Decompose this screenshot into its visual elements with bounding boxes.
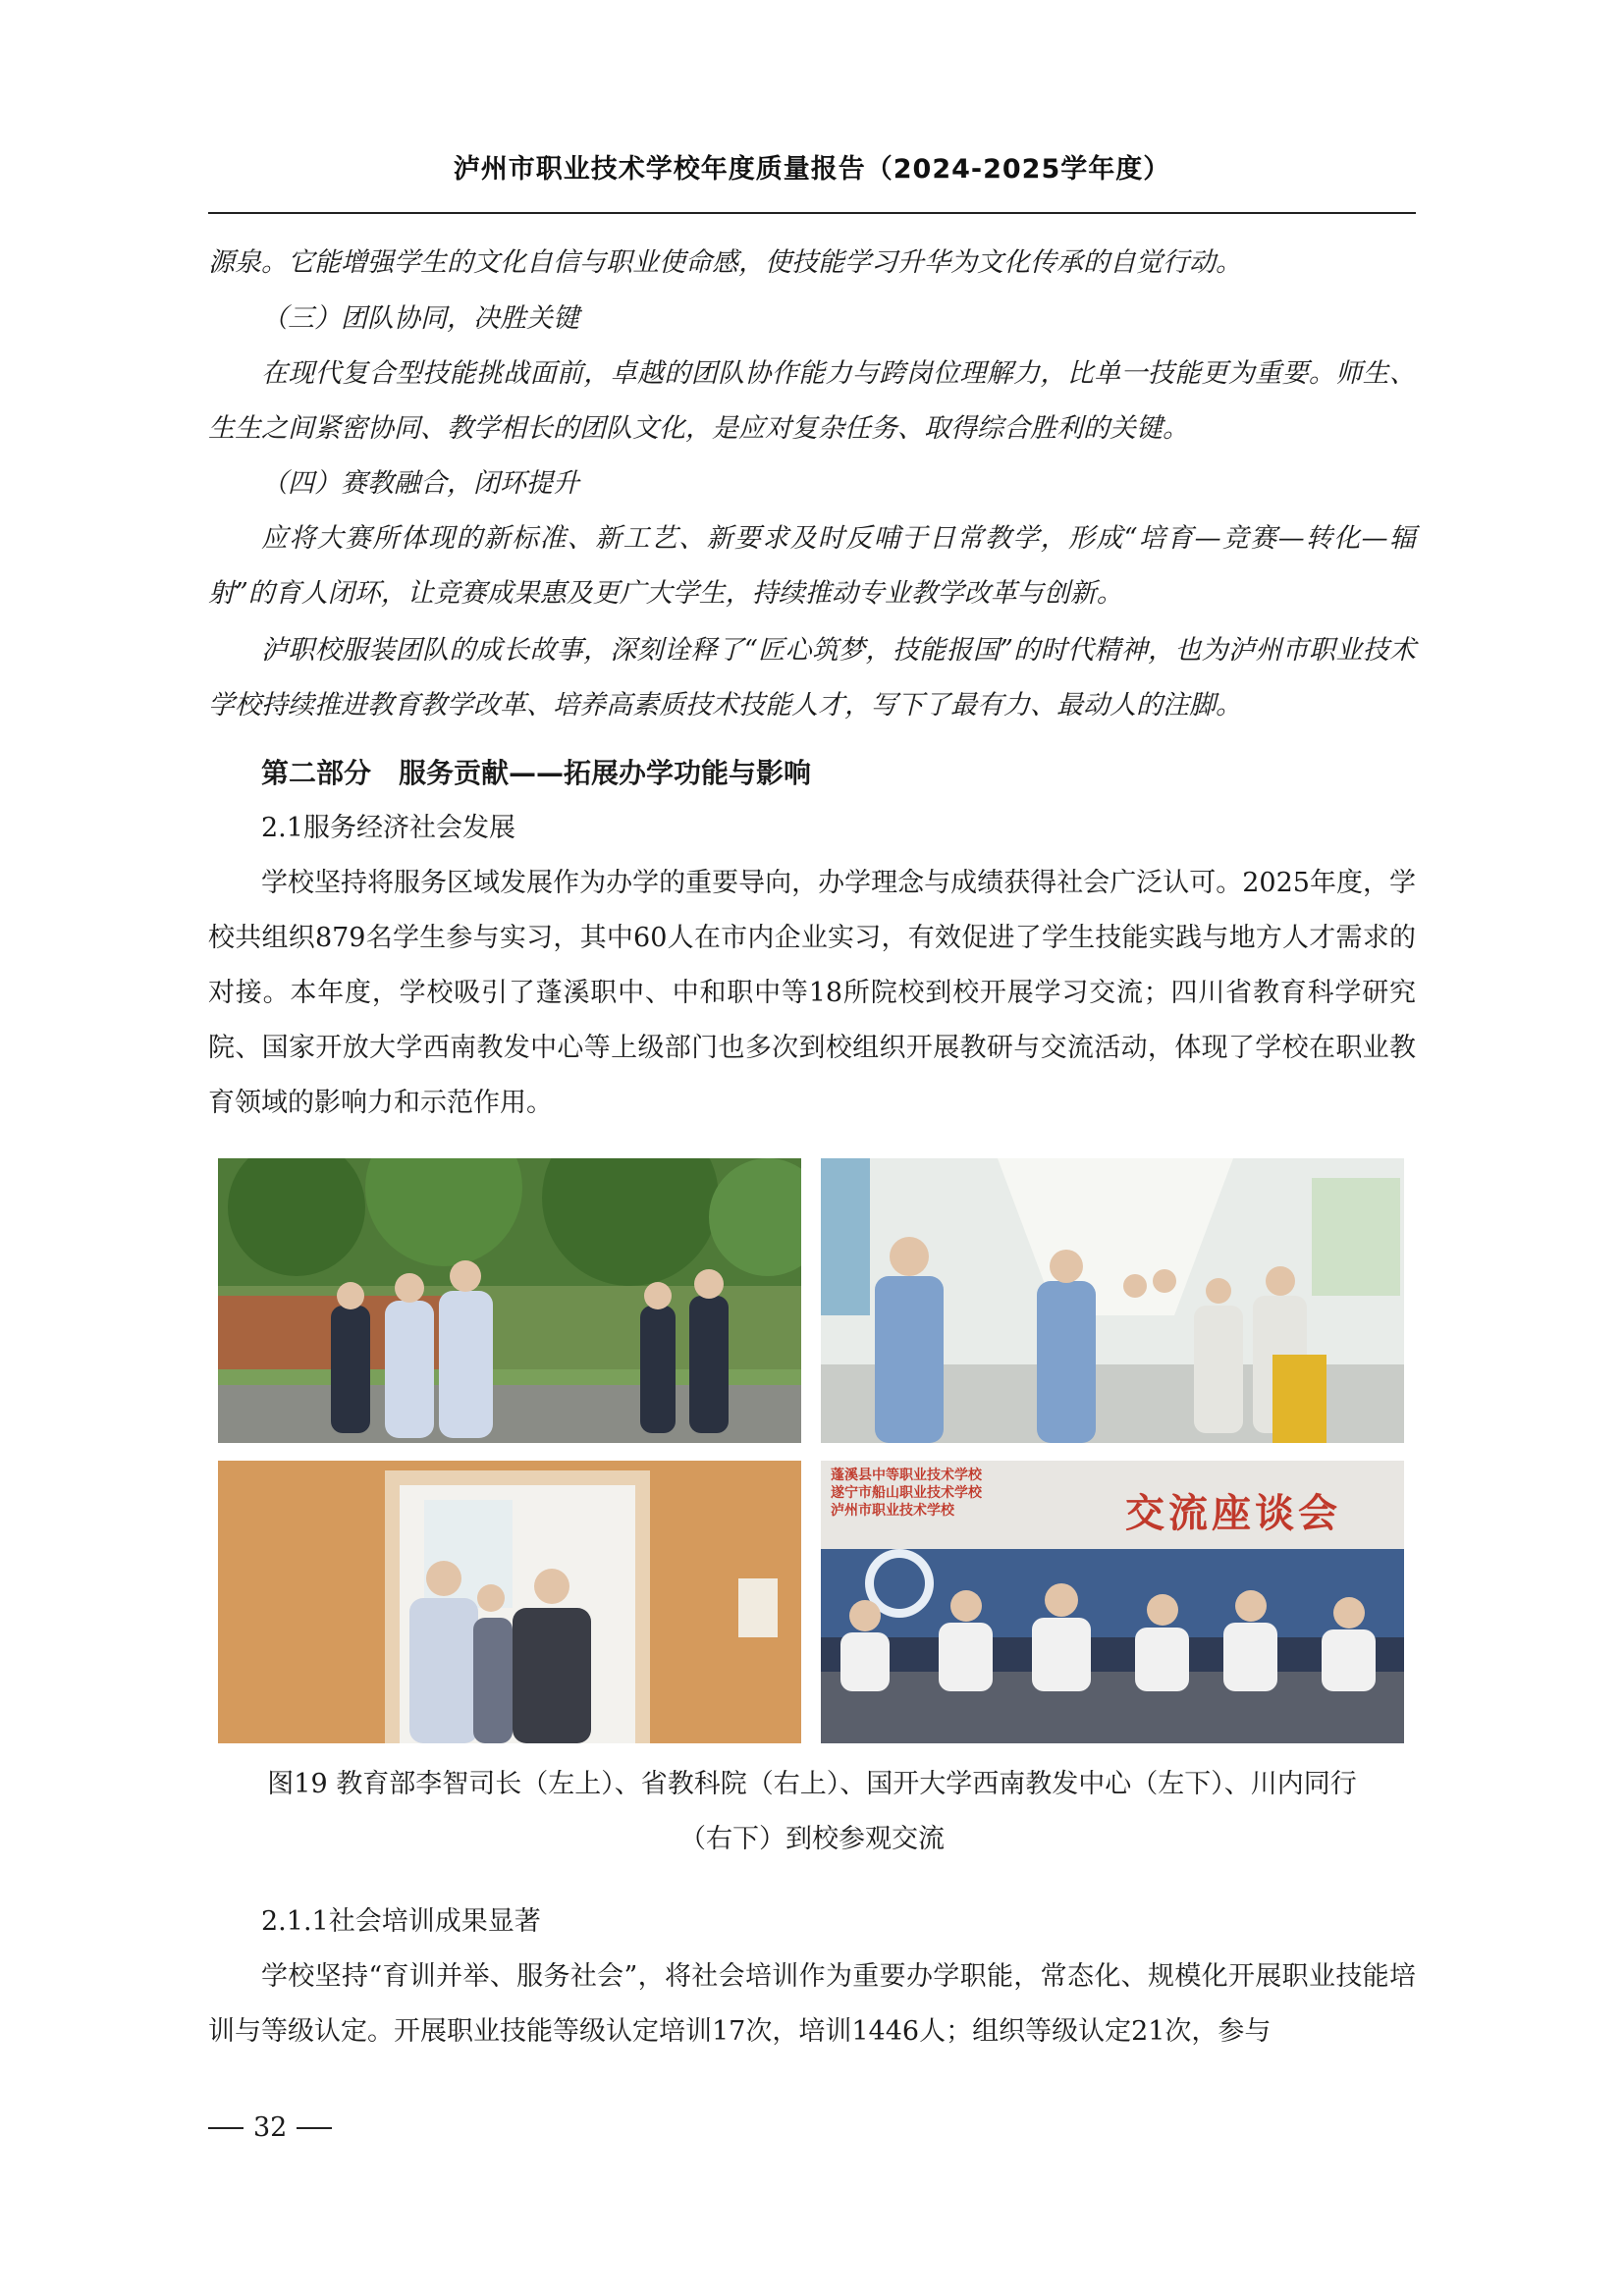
paragraph-service: 学校坚持将服务区域发展作为办学的重要导向，办学理念与成绩获得社会广泛认可。2025年度，学校共组织879名学生参与实习，其中60人在市内企业实习，有效促进了学生技能实践与地方人才需求的对接。本年度，学校吸引了蓬溪职中、中和职中等18所院校到校开展学习交流；四川省教育科学研究院、国家开放大学西南教发中心等上级部门也多次到校组织开展教研与交流活动，体现了学校在职业教育领域的影响力和示范作用。 — [208, 868, 1416, 1118]
page-header-title: 泸州市职业技术学校年度质量报告（2024-2025学年度） — [453, 154, 1171, 185]
banner-school-2: 遂宁市船山职业技术学校 — [831, 1485, 982, 1501]
page-number-dash-right — [297, 2127, 332, 2129]
paragraph-story: 泸职校服装团队的成长故事，深刻诠释了“匠心筑梦，技能报国”的时代精神，也为泸州市职业技术学校持续推进教育教学改革、培养高素质技术技能人才，写下了最有力、最动人的注脚。 — [208, 635, 1416, 721]
part-two-title: 第二部分 服务贡献——拓展办学功能与影响 — [261, 757, 812, 789]
photo-exchange-seminar — [821, 1461, 1404, 1743]
subsection-2-1-heading: 2.1服务经济社会发展 — [261, 813, 515, 843]
heading-team-collaboration: （三）团队协同，决胜关键 — [261, 303, 579, 334]
page-number-value: 32 — [253, 2112, 288, 2143]
paragraph-training: 学校坚持“育训并举、服务社会”，将社会培训作为重要办学职能，常态化、规模化开展职业技能培训与等级认定。开展职业技能等级认定培训17次，培训1446人；组织等级认定21次，参与 — [208, 1961, 1416, 2047]
heading-competition-teaching: （四）赛教融合，闭环提升 — [261, 468, 579, 499]
page-number-dash-left — [208, 2127, 244, 2129]
paragraph-team: 在现代复合型技能挑战面前，卓越的团队协作能力与跨岗位理解力，比单一技能更为重要。师生、生生之间紧密协同、教学相长的团队文化，是应对复杂任务、取得综合胜利的关键。 — [208, 358, 1416, 444]
banner-school-names — [831, 1467, 982, 1520]
banner-school-3: 泸州市职业技术学校 — [831, 1503, 954, 1519]
banner-title: 交流座谈会 — [1125, 1490, 1341, 1536]
photo-official-visit-outdoor — [218, 1158, 801, 1443]
photo-open-university-doorway — [218, 1461, 801, 1743]
figure-caption-line-1: 图19 教育部李智司长（左上）、省教科院（右上）、国开大学西南教发中心（左下）、川内同行 — [267, 1769, 1357, 1799]
header-divider — [208, 212, 1416, 214]
page-number — [208, 2109, 332, 2148]
subsection-2-1-1-heading: 2.1.1社会培训成果显著 — [261, 1906, 541, 1937]
photo-provincial-academy-hallway — [821, 1158, 1404, 1443]
banner-school-1: 蓬溪县中等职业技术学校 — [831, 1468, 982, 1483]
paragraph-closed-loop: 应将大赛所体现的新标准、新工艺、新要求及时反哺于日常教学，形成“培育—竞赛—转化—辐射”的育人闭环，让竞赛成果惠及更广大学生，持续推动专业教学改革与创新。 — [208, 523, 1416, 609]
paragraph-continuation: 源泉。它能增强学生的文化自信与职业使命感，使技能学习升华为文化传承的自觉行动。 — [208, 247, 1242, 278]
figure-caption-line-2: （右下）到校参观交流 — [679, 1824, 945, 1854]
